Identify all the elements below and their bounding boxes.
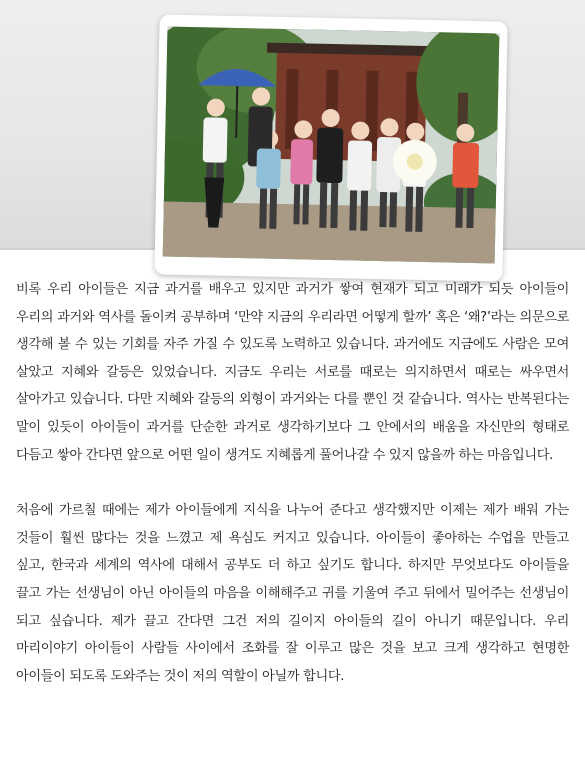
group-photo-image [163,27,500,264]
article-body [16,276,569,690]
photo-frame [154,14,507,281]
paragraph-1: 비록 우리 아이들은 지금 과거를 배우고 있지만 과거가 쌓여 현재가 되고 미래가 되듯 아이들이 우리의 과거와 역사를 돌이켜 공부하며 ‘만약 지금의 우리라면 어떻게 할까’ 혹은 ‘왜?’라는 의문으로 생각해 볼 수 있는 기회를 자주 가질 수 있도록 노력하고 있습니다. 과거에도 지금에도 사람은 모여 살았고 지혜와 갈등은 있었습니다. 지금도 우리는 서로를 때로는 의지하면서 때로는 싸우면서 살아가고 있습니다. 다만 지혜와 갈등의 외형이 과거와는 다를 뿐인 것 같습니다. 역사는 반복된다는 말이 있듯이 아이들이 과거를 단순한 과거로 생각하기보다 그 안에서의 배움을 자신만의 형태로 다듬고 쌓아 간다면 앞으로 어떤 일이 생겨도 지혜롭게 풀어나갈 수 있지 않을까 하는 마음입니다. [16,282,569,463]
paragraph-2: 처음에 가르칠 때에는 제가 아이들에게 지식을 나누어 준다고 생각했지만 이제는 제가 배워 가는 것들이 훨씬 많다는 것을 느꼈고 제 욕심도 커지고 있습니다. 아이들이 좋아하는 수업을 만들고 싶고, 한국과 세계의 역사에 대해서 공부도 더 하고 싶기도 합니다. 하지만 무엇보다도 아이들을 끌고 가는 선생님이 아닌 아이들의 마음을 이해해주고 귀를 기울여 주고 뒤에서 밀어주는 선생님이 되고 싶습니다. 제가 끌고 간다면 그건 저의 길이지 아이들의 길이 아니기 때문입니다. 우리 마리이야기 아이들이 사람들 사이에서 조화를 잘 이루고 많은 것을 보고 크게 생각하고 현명한 아이들이 되도록 도와주는 것이 저의 역할이 아닐까 합니다. [16,503,569,684]
